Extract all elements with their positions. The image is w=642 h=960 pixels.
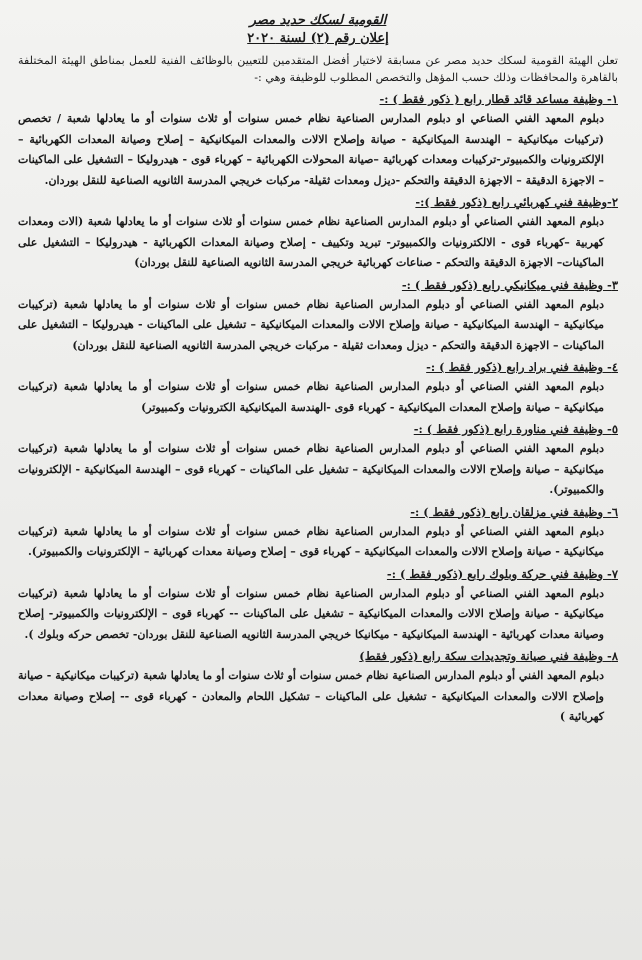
job-requirements: دبلوم المعهد الفني الصناعي أو دبلوم المدارس الصناعية نظام خمس سنوات أو ثلاث سنوات أو ما يعادلها شعبة (تركيبات ميكانيكية - صيانة وإصلاح الالات والمعدات الميكانيكية – كهرباء قوى – إصلاح وصيانة معدات كهربائية – الإلكترونيات والكمبيوتر).: [18, 524, 604, 558]
job-section: [18, 276, 618, 357]
job-title: ٦- وظيفة فني مزلقان رابع (ذكور فقط ) :-: [410, 504, 618, 519]
job-section: [18, 647, 618, 728]
organization-name: القومية لسكك حديد مصر: [249, 13, 387, 28]
job-requirements: دبلوم المعهد الفني الصناعي أو دبلوم المدارس الصناعية نظام خمس سنوات أو ثلاث سنوات أو ما يعادلها شعبة (الات ومعدات كهربية –كهرباء قوى - الالكترونيات والكمبيوتر- تبريد وتكييف - إصلاح وصيانة المعدات الكهربائية - هيدروليكا – التشغيل على الماكينات– الاجهزة الدقيقة والتحكم - صناعات كهربائية خريجي المدرسة الثانويه الصناعية للنقل بوردان): [18, 215, 604, 269]
job-section: [18, 420, 618, 501]
job-requirements: دبلوم المعهد الفني الصناعي أو دبلوم المدارس الصناعية نظام خمس سنوات أو ثلاث سنوات أو ما يعادلها شعبة (تركيبات ميكانيكية – صيانة وإصلاح الالات والمعدات الميكانيكية – تشغيل على الماكينات – كهرباء قوى – الهندسة الميكانيكية - الإلكترونيات والكمبيوتر).: [18, 442, 604, 496]
job-section: [18, 90, 618, 191]
job-requirements: دبلوم المعهد الفني أو دبلوم المدارس الصناعية نظام خمس سنوات أو ثلاث سنوات أو ما يعادلها شعبة (تركيبات ميكانيكية - صيانة وإصلاح الالات والمعدات الميكانيكية - تشغيل على الماكينات – تشكيل اللحام والمعادن - كهرباء قوى -- إصلاح وصيانة معدات كهربائية ): [18, 669, 604, 723]
job-section: [18, 565, 618, 646]
job-requirements: دبلوم المعهد الفني الصناعي او دبلوم المدارس الصناعية نظام خمس سنوات أو ثلاث سنوات أو ما يعادلها شعبة / تخصص (تركيبات ميكانيكية – الهندسة الميكانيكية - صيانة وإصلاح الالات والمعدات الميكانيكية – إصلاح وصيانة المعدات الكهربائية – الإلكترونيات والكمبيوتر-تركيبات ومعدات كهربائية –صيانة المحولات الكهربائية – كهرباء قوى - هيدروليكا – التشغيل على الماكينات – الاجهزة الدقيقة – الاجهزة الدقيقة والتحكم -ديزل ومعدات ثقيلة- مركبات خريجي المدرسة الثانويه الصناعية للنقل بوردان.: [18, 112, 604, 187]
job-section: [18, 358, 618, 418]
job-section: [18, 193, 618, 274]
job-title: ٤- وظيفة فني براد رابع (ذكور فقط ) :-: [426, 360, 618, 374]
job-requirements: دبلوم المعهد الفني الصناعي أو دبلوم المدارس الصناعية نظام خمس سنوات أو ثلاث سنوات أو ما يعادلها شعبة (تركيبات ميكانيكية – الهندسة الميكانيكية - صيانة وإصلاح الالات والمعدات الميكانيكية – تشغيل على الماكينات - هيدروليكا – التشغيل على الماكينات – الاجهزة الدقيقة والتحكم - ديزل ومعدات ثقيلة - مركبات خريجي المدرسة الثانويه الصناعية للنقل بوردان): [18, 297, 604, 352]
job-title: ٨- وظيفة فني صيانة وتجديدات سكة رابع (ذكور فقط): [359, 649, 618, 663]
job-title: ١- وظيفة مساعد قائد قطار رابع ( ذكور فقط ) :-: [379, 92, 618, 106]
job-title: ٧- وظيفة فني حركة وبلوك رابع (ذكور فقط ) :-: [386, 566, 618, 581]
document-header: [18, 12, 618, 48]
job-requirements: دبلوم المعهد الفني الصناعي أو دبلوم المدارس الصناعية نظام خمس سنوات أو ثلاث سنوات أو ما يعادلها شعبة (تركيبات ميكانيكية – صيانة وإصلاح المعدات الميكانيكية - كهرباء قوى -الهندسة الميكانيكية الكترونيات وكمبيوتر): [18, 380, 604, 414]
job-title: ٢-وظيفة فني كهربائي رابع (ذكور فقط ):-: [415, 195, 618, 209]
announcement-number: إعلان رقم (٢) لسنة ٢٠٢٠: [247, 31, 389, 46]
job-title: ٣- وظيفة فني ميكانيكي رابع (ذكور فقط ) :-: [401, 277, 618, 292]
job-section: [18, 503, 618, 563]
intro-paragraph: تعلن الهيئة القومية لسكك حديد مصر عن مسابقة لاختيار أفضل المتقدمين للتعيين بالوظائف الفنية للعمل بمناطق الهيئة المختلفة بالقاهرة والمحافظات وذلك حسب المؤهل والتخصص المطلوب للوظيفة وهي :-: [18, 54, 618, 84]
job-title: ٥- وظيفة فني مناورة رابع (ذكور فقط ) :-: [413, 422, 618, 436]
job-requirements: دبلوم المعهد الفني الصناعي أو دبلوم المدارس الصناعية نظام خمس سنوات أو ثلاث سنوات أو ما يعادلها شعبة (تركيبات ميكانيكية - صيانة وإصلاح الالات والمعدات الميكانيكية – تشغيل على الماكينات -- كهرباء قوى – الإلكترونيات والكمبيوتر- إصلاح وصيانة معدات كهربائية - الهندسة الميكانيكية - ميكانيكا خريجي المدرسة الثانويه الصناعية للنقل بوردان- تخصص حركه وبلوك ).: [18, 586, 604, 641]
